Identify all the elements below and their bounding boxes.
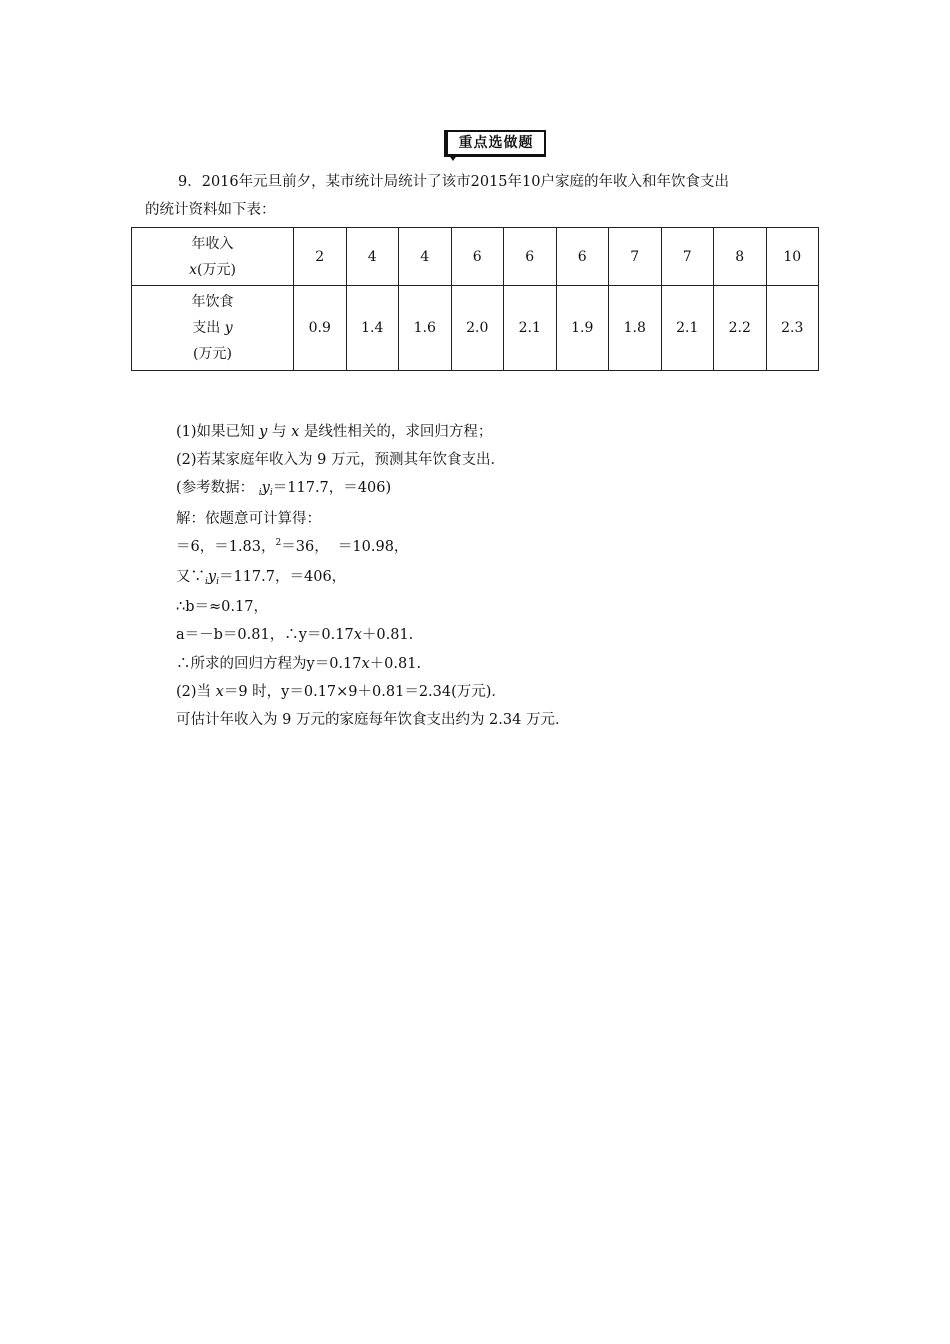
table-cell: 1.8 (609, 286, 662, 371)
table-cell: 8 (714, 228, 767, 286)
var-y: y (224, 320, 233, 336)
subquestion-2: (2)若某家庭年收入为 9 万元，预测其年饮食支出． (176, 452, 505, 469)
subscript: i (269, 488, 273, 499)
table-cell: 1.4 (346, 286, 399, 371)
text-span: ＝9 时，y＝0.17×9＋0.81＝2.34(万元)． (223, 683, 506, 700)
section-badge (440, 128, 544, 160)
superscript: 2 (275, 537, 282, 548)
var-y: y (261, 480, 270, 497)
table-cell: 2.1 (504, 286, 557, 371)
table-cell: 7 (661, 228, 714, 286)
table-row-expense (132, 286, 819, 371)
question-text (145, 168, 845, 224)
text-span: a＝－b＝0.81，∴y＝0.17 (176, 627, 354, 644)
text-span: (1)如果已知 (176, 424, 260, 440)
var-x: x (215, 683, 224, 700)
data-table (131, 227, 819, 371)
solution-line-b: ∴b＝≈0.17， (176, 599, 268, 616)
text-span: ＋0.81. (361, 627, 414, 644)
table-cell: 6 (504, 228, 557, 286)
solution-text (176, 418, 569, 734)
unit-label: (万元) (196, 261, 236, 278)
table-cell: 2.0 (451, 286, 504, 371)
question-line-1: 9．2016年元旦前夕，某市统计局统计了该市2015年10户家庭的年收入和年饮食支出 (178, 174, 729, 190)
var-x: x (361, 655, 370, 672)
expense-label: 支出 (192, 320, 225, 336)
subquestion-1 (176, 418, 569, 446)
row-header-expense-line3: (万元) (193, 346, 232, 362)
var-x: x (353, 627, 362, 644)
row-header-expense-line1: 年饮食 (191, 294, 234, 310)
subscript: i (205, 577, 208, 588)
solution-line-means (176, 533, 569, 563)
solution-intro: 解：依题意可计算得： (176, 510, 321, 527)
text-span: 又∵ (176, 569, 205, 586)
table-cell: 2.2 (714, 286, 767, 371)
text-span: ＋0.81. (369, 655, 422, 672)
table-cell: 2 (294, 228, 347, 286)
table-cell: 2.1 (661, 286, 714, 371)
solution-line-equation (176, 650, 569, 678)
row-header-income-line1: 年收入 (191, 235, 234, 252)
solution-line-sums (176, 563, 569, 593)
text-span: 是线性相关的，求回归方程； (299, 424, 493, 440)
table-cell: 4 (346, 228, 399, 286)
table-cell: 4 (399, 228, 452, 286)
row-header-expense-line2 (132, 315, 293, 341)
var-x: x (189, 261, 197, 278)
table-cell: 10 (766, 228, 819, 286)
table-cell: 0.9 (294, 286, 347, 371)
var-y: y (259, 424, 268, 440)
solution-line-predict (176, 678, 569, 706)
row-header-income (132, 228, 294, 286)
text-span: ＝117.7，＝406) (272, 480, 392, 497)
row-header-income-line2 (132, 257, 293, 283)
table-cell: 1.9 (556, 286, 609, 371)
text-span: (2)当 (176, 683, 216, 700)
badge-pointer-icon (448, 154, 458, 161)
table-cell: 7 (609, 228, 662, 286)
reference-data (176, 474, 569, 504)
row-header-expense (132, 286, 294, 371)
question-line-2: 的统计资料如下表： (145, 202, 276, 218)
text-span: (参考数据： (176, 480, 255, 497)
solution-conclusion: 可估计年收入为 9 万元的家庭每年饮食支出约为 2.34 万元． (176, 712, 570, 729)
text-span: ＝36， ＝10.98， (281, 538, 409, 555)
var-x: x (291, 424, 300, 440)
text-span: ＝6，＝1.83， (176, 538, 276, 555)
table-cell: 6 (451, 228, 504, 286)
table-cell: 1.6 (399, 286, 452, 371)
table-cell: 6 (556, 228, 609, 286)
table-cell: 2.3 (766, 286, 819, 371)
text-span: ＝117.7，＝406， (218, 569, 347, 586)
subscript: i (258, 488, 262, 499)
solution-line-a (176, 621, 569, 649)
section-badge-label: 重点选做题 (444, 130, 546, 157)
var-y: y (207, 569, 217, 586)
text-span: 与 (267, 424, 292, 440)
table-row-income (132, 228, 819, 286)
subscript: i (216, 577, 219, 588)
text-span: ∴所求的回归方程为y＝0.17 (176, 655, 362, 672)
